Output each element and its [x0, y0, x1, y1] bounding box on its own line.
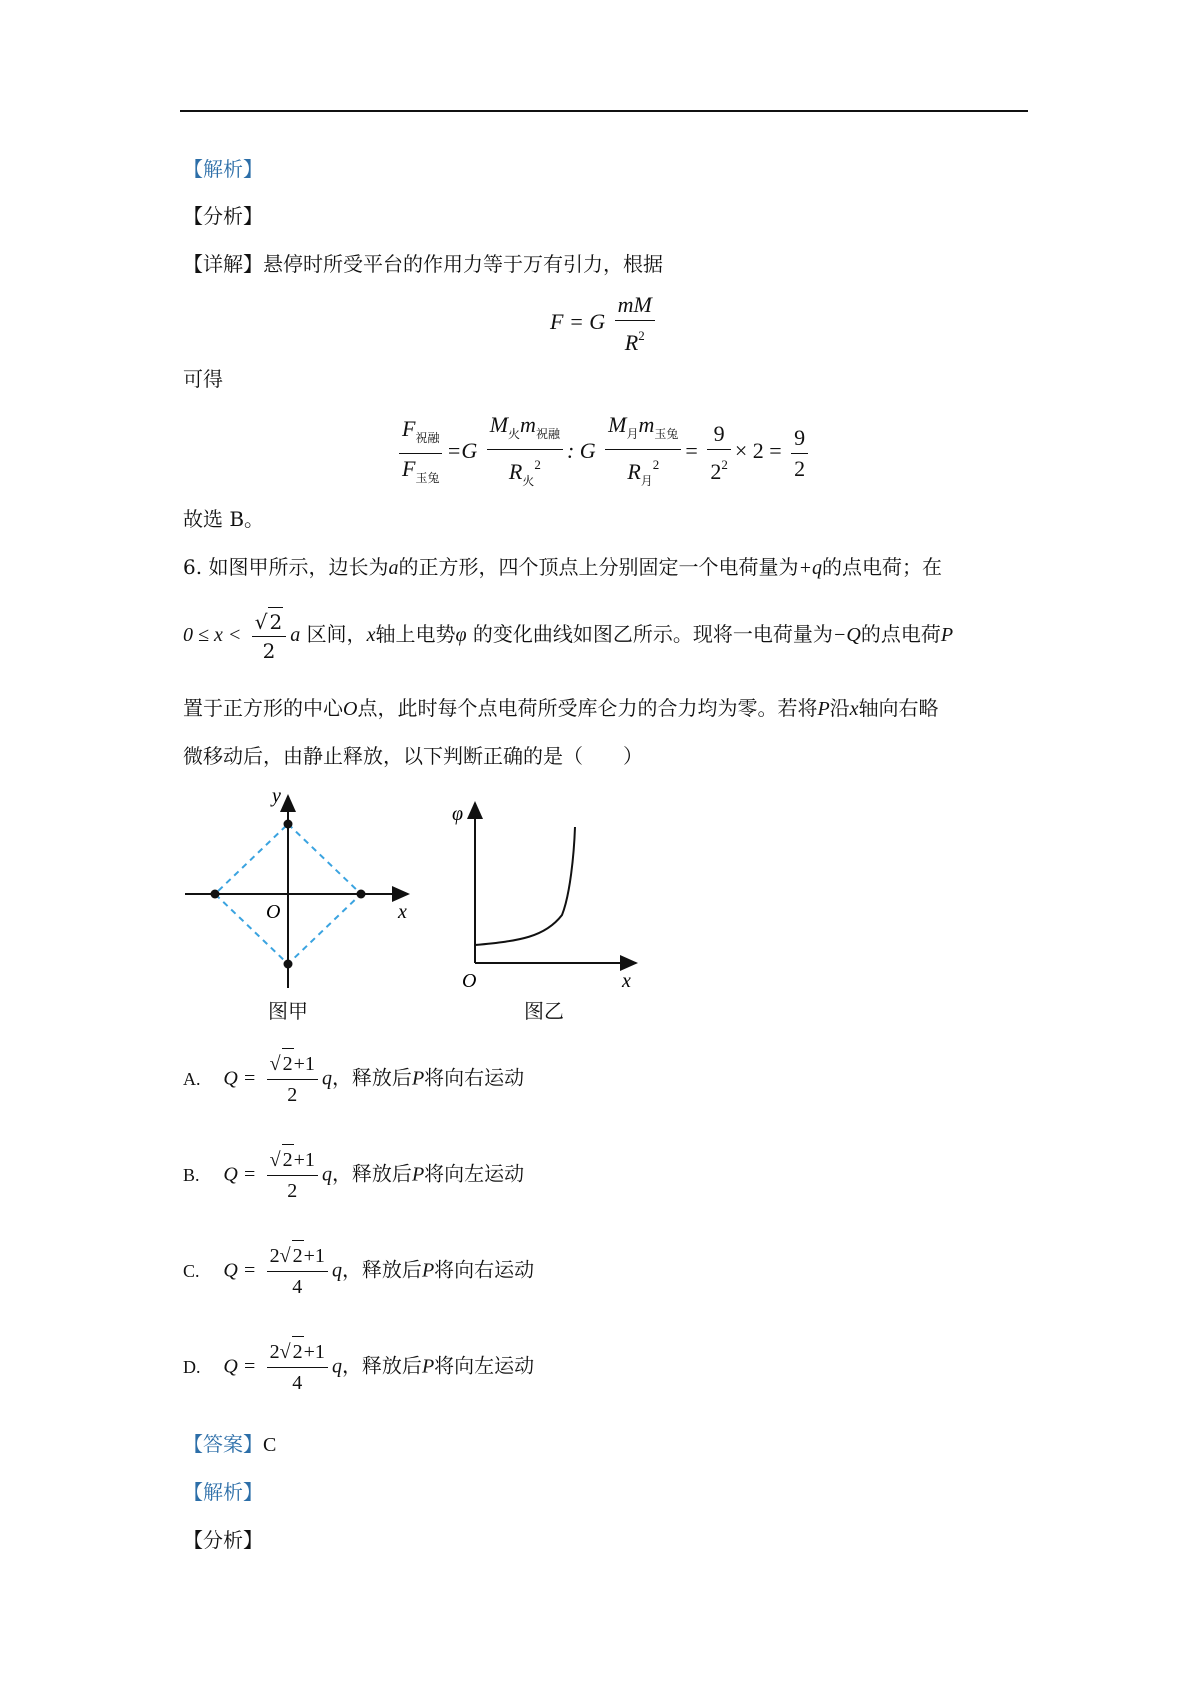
- option-b[interactable]: B. Q = $\frac{√ 2+1}{2}$ q，释放后P将向左运动: [183, 1144, 524, 1206]
- question-line-1: 6. 如图甲所示，边长为a的正方形，四个顶点上分别固定一个电荷量为+q的点电荷；在: [183, 555, 942, 579]
- detail-text: 悬停时所受平台的作用力等于万有引力，根据: [263, 252, 663, 276]
- figure-square-charges: [180, 790, 420, 990]
- sqrt2-over-2: $\frac{√ 2}{2}$: [252, 607, 286, 665]
- can-get-text: 可得: [183, 367, 223, 391]
- header-rule: [180, 110, 1028, 112]
- option-c[interactable]: C. Q = $\frac{2√ 2+1}{4}$ q，释放后P将向右运动: [183, 1240, 534, 1302]
- eq1-lhs: F = G: [550, 309, 606, 335]
- eq2-moon-term: $\frac{M_月m_{玉兔}}{R_月^2}$: [605, 410, 681, 496]
- detail-tag: 【详解】: [183, 252, 263, 276]
- fig1-x-label: x: [398, 901, 407, 923]
- fig2-origin: O: [462, 970, 477, 990]
- figure-potential-curve: [450, 795, 650, 990]
- eq2-eq-g: =G: [446, 438, 478, 464]
- question-number: 6.: [183, 555, 203, 579]
- analysis-tag: 【解析】: [183, 157, 263, 181]
- footer-fenxi-tag: 【分析】: [183, 1528, 263, 1552]
- option-a[interactable]: A. Q = $\frac{√ 2+1}{2}$ q，释放后P将向右运动: [183, 1048, 524, 1110]
- answer-value: C: [263, 1434, 277, 1456]
- charge-left: [211, 890, 220, 899]
- question-line-2: 0 ≤ x < $\frac{√ 2}{2}$ a 区间，x轴上电势φ 的变化曲线如图乙所示。现将一电荷量为−Q的点电荷P: [183, 602, 953, 666]
- charge-right: [357, 890, 366, 899]
- answer-line: [183, 1430, 276, 1459]
- fig1-origin: O: [266, 901, 281, 923]
- fig1-y-label: y: [272, 790, 281, 807]
- footer-analysis-tag: 【解析】: [183, 1480, 263, 1504]
- eq2-colon-g: : G: [566, 438, 596, 464]
- eq2-mars-term: $\frac{M_火m_{祝融}}{R_火^2}$: [487, 410, 563, 496]
- option-d[interactable]: D. Q = $\frac{2√ 2+1}{4}$ q，释放后P将向左运动: [183, 1336, 534, 1398]
- detail-line: [183, 250, 663, 278]
- fenxi-tag: 【分析】: [183, 204, 263, 228]
- caption-fig-jia: 图甲: [268, 999, 308, 1023]
- caption-fig-yi: 图乙: [524, 999, 564, 1023]
- eq2-equals: =: [685, 438, 698, 464]
- charge-top: [284, 820, 293, 829]
- potential-curve: [475, 827, 575, 945]
- eq2-times-two: × 2 =: [734, 438, 782, 464]
- fig2-x-label: x: [622, 970, 631, 990]
- eq1-fraction: [615, 290, 655, 358]
- fig2-y-label: φ: [452, 803, 464, 825]
- eq1-denominator: $R^2$: [624, 328, 645, 355]
- equation-gravitation: [550, 290, 659, 358]
- equation-ratio: [395, 410, 812, 496]
- charge-bottom: [284, 960, 293, 969]
- eq1-numerator: mM: [615, 290, 655, 321]
- answer-tag: 【答案】: [183, 1432, 263, 1456]
- eq2-nine-over-four: $\frac{9}{2^2}$: [707, 419, 731, 487]
- eq2-result: $\frac{9}{2}$: [791, 423, 808, 484]
- question-line-3: 置于正方形的中心O点，此时每个点电荷所受库仑力的合力均为零。若将P沿x轴向右略: [183, 696, 939, 720]
- choose-text: 故选 B。: [183, 507, 265, 531]
- eq2-force-ratio: $\frac{F_{祝融}}{F_{玉兔}}$: [399, 414, 442, 493]
- question-line-4: 微移动后，由静止释放，以下判断正确的是（ ）: [183, 744, 643, 768]
